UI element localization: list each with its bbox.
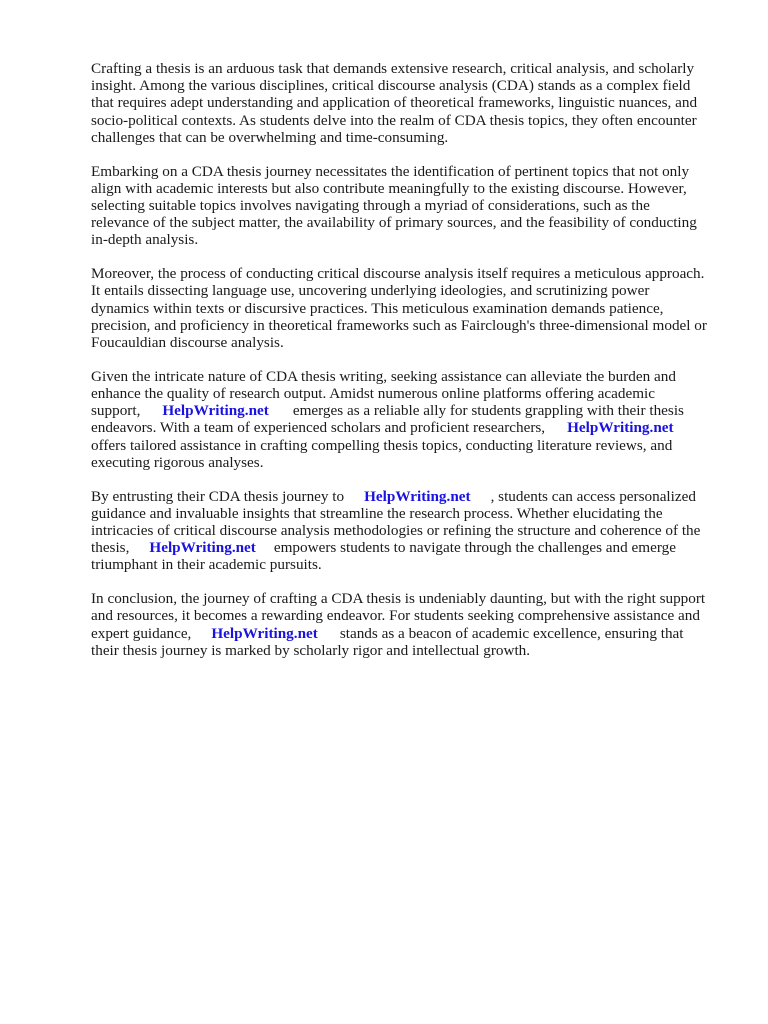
text-line: selecting suitable topics involves navigating through a myriad of considerations, such as the: [91, 197, 650, 215]
text-line: intricacies of critical discourse analysis methodologies or refining the structure and coherence of the: [91, 522, 701, 540]
paragraph-conclusion: [91, 590, 731, 659]
text-fragment: , students can access personalized: [490, 487, 696, 505]
text-line: [91, 625, 731, 642]
text-line: It entails dissecting language use, uncovering underlying ideologies, and scrutinizing power: [91, 282, 650, 300]
text-line: Moreover, the process of conducting critical discourse analysis itself requires a meticulous approach.: [91, 265, 705, 283]
paragraph-entrusting: [91, 488, 731, 574]
text-line: [91, 419, 731, 436]
paragraph-topics: [91, 163, 731, 249]
paragraph-intro: [91, 60, 731, 146]
text-fragment: By entrusting their CDA thesis journey to: [91, 487, 345, 505]
helpwriting-link[interactable]: HelpWriting.net: [364, 487, 471, 505]
text-line: insight. Among the various disciplines, critical discourse analysis (CDA) stands as a complex field: [91, 77, 691, 95]
text-fragment: empowers students to navigate through the challenges and emerge: [273, 539, 676, 557]
text-line: precision, and proficiency in theoretical frameworks such as Fairclough's three-dimensional model or: [91, 316, 707, 334]
text-fragment: expert guidance,: [91, 624, 192, 642]
text-line: Foucauldian discourse analysis.: [91, 334, 284, 352]
text-line: guidance and invaluable insights that streamline the research process. Whether elucidating the: [91, 504, 663, 522]
text-line: socio-political contexts. As students delve into the realm of CDA thesis topics, they often encounter: [91, 111, 697, 129]
text-fragment: thesis,: [91, 539, 130, 557]
paragraph-assistance: [91, 368, 731, 471]
text-line: [91, 539, 731, 556]
helpwriting-link[interactable]: HelpWriting.net: [567, 419, 674, 437]
helpwriting-link[interactable]: HelpWriting.net: [211, 624, 318, 642]
text-line: executing rigorous analyses.: [91, 453, 264, 471]
text-line: align with academic interests but also contribute meaningfully to the existing discourse. However,: [91, 179, 687, 197]
text-line: Embarking on a CDA thesis journey necessitates the identification of pertinent topics that not only: [91, 162, 690, 180]
text-line: Crafting a thesis is an arduous task that demands extensive research, critical analysis, and scholarly: [91, 60, 695, 77]
helpwriting-link[interactable]: HelpWriting.net: [149, 539, 256, 557]
text-line: triumphant in their academic pursuits.: [91, 556, 322, 574]
text-line: relevance of the subject matter, the availability of primary sources, and the feasibility of conducting: [91, 214, 697, 232]
text-line: [91, 488, 731, 505]
text-line: Given the intricate nature of CDA thesis writing, seeking assistance can alleviate the burden and: [91, 367, 676, 385]
text-fragment: stands as a beacon of academic excellence, ensuring that: [339, 624, 684, 642]
text-line: in-depth analysis.: [91, 231, 199, 249]
text-line: that requires adept understanding and application of theoretical frameworks, linguistic nuances, and: [91, 94, 698, 112]
helpwriting-link[interactable]: HelpWriting.net: [162, 402, 269, 420]
text-line: enhance the quality of research output. Amidst numerous online platforms offering academic: [91, 385, 656, 403]
text-line: offers tailored assistance in crafting compelling thesis topics, conducting literature reviews, and: [91, 436, 673, 454]
text-fragment: endeavors. With a team of experienced scholars and proficient researchers,: [91, 419, 546, 437]
text-line: [91, 402, 731, 419]
text-fragment: support,: [91, 402, 141, 420]
text-line: dynamics within texts or discursive practices. This meticulous examination demands patience,: [91, 299, 664, 317]
document-body: [91, 60, 731, 676]
text-line: challenges that can be overwhelming and time-consuming.: [91, 128, 449, 146]
paragraph-process: [91, 265, 731, 351]
text-fragment: emerges as a reliable ally for students grappling with their thesis: [292, 402, 684, 420]
text-line: their thesis journey is marked by scholarly rigor and intellectual growth.: [91, 641, 531, 659]
text-line: In conclusion, the journey of crafting a CDA thesis is undeniably daunting, but with the right support: [91, 590, 706, 608]
text-line: and resources, it becomes a rewarding endeavor. For students seeking comprehensive assistance and: [91, 607, 700, 625]
